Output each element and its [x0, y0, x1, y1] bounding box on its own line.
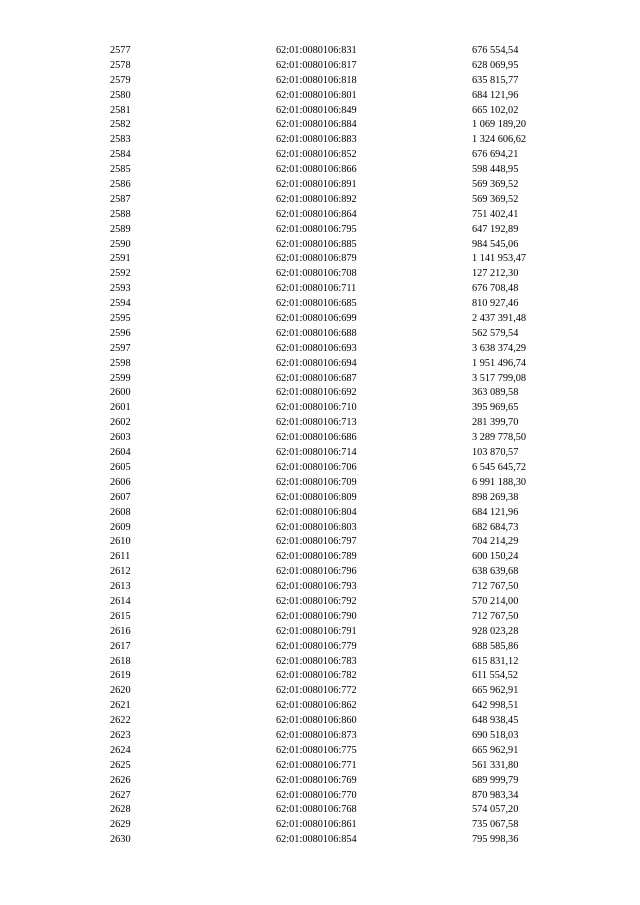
cadastral-value: 1 324 606,62	[472, 134, 527, 146]
table-row	[110, 223, 550, 238]
table-row	[110, 625, 550, 640]
row-number: 2578	[110, 59, 131, 71]
cadastral-value: 810 927,46	[472, 298, 519, 310]
row-number: 2610	[110, 536, 131, 548]
row-number: 2593	[110, 283, 131, 295]
cadastral-number: 62:01:0080106:885	[276, 238, 357, 250]
row-number: 2613	[110, 581, 131, 593]
row-number: 2583	[110, 134, 131, 146]
cadastral-value: 682 684,73	[472, 521, 519, 533]
row-number: 2621	[110, 700, 131, 712]
table-row	[110, 74, 550, 89]
cadastral-number: 62:01:0080106:686	[276, 432, 357, 444]
table-row	[110, 104, 550, 119]
row-number: 2595	[110, 313, 131, 325]
cadastral-value: 6 991 188,30	[472, 476, 527, 488]
row-number: 2592	[110, 268, 131, 280]
cadastral-value: 690 518,03	[472, 729, 519, 741]
table-row	[110, 521, 550, 536]
row-number: 2609	[110, 521, 131, 533]
cadastral-value: 611 554,52	[472, 670, 518, 682]
row-number: 2608	[110, 506, 131, 518]
table-row	[110, 774, 550, 789]
cadastral-value: 688 585,86	[472, 640, 519, 652]
cadastral-value: 569 369,52	[472, 193, 519, 205]
cadastral-value: 570 214,00	[472, 595, 519, 607]
table-row	[110, 476, 550, 491]
cadastral-value: 628 069,95	[472, 59, 519, 71]
row-number: 2618	[110, 655, 131, 667]
cadastral-number: 62:01:0080106:714	[276, 447, 357, 459]
cadastral-number: 62:01:0080106:873	[276, 729, 357, 741]
row-number: 2615	[110, 610, 131, 622]
table-row	[110, 640, 550, 655]
cadastral-value: 363 089,58	[472, 387, 519, 399]
cadastral-value: 103 870,57	[472, 447, 519, 459]
cadastral-value: 638 639,68	[472, 566, 519, 578]
cadastral-number: 62:01:0080106:866	[276, 164, 357, 176]
cadastral-value: 598 448,95	[472, 164, 519, 176]
cadastral-value: 665 962,91	[472, 685, 519, 697]
cadastral-number: 62:01:0080106:809	[276, 491, 357, 503]
cadastral-number: 62:01:0080106:804	[276, 506, 357, 518]
cadastral-value-table	[110, 44, 550, 848]
table-row	[110, 267, 550, 282]
cadastral-value: 665 102,02	[472, 104, 519, 116]
table-row	[110, 178, 550, 193]
table-row	[110, 535, 550, 550]
row-number: 2619	[110, 670, 131, 682]
row-number: 2579	[110, 74, 131, 86]
table-row	[110, 818, 550, 833]
row-number: 2617	[110, 640, 131, 652]
table-row	[110, 118, 550, 133]
table-row	[110, 610, 550, 625]
row-number: 2591	[110, 253, 131, 265]
cadastral-value: 562 579,54	[472, 327, 519, 339]
table-row	[110, 595, 550, 610]
table-row	[110, 401, 550, 416]
cadastral-value: 635 815,77	[472, 74, 519, 86]
row-number: 2598	[110, 357, 131, 369]
table-row	[110, 238, 550, 253]
table-row	[110, 372, 550, 387]
row-number: 2626	[110, 774, 131, 786]
row-number: 2622	[110, 715, 131, 727]
row-number: 2581	[110, 104, 131, 116]
table-row	[110, 193, 550, 208]
table-row	[110, 327, 550, 342]
cadastral-number: 62:01:0080106:772	[276, 685, 357, 697]
cadastral-value: 704 214,29	[472, 536, 519, 548]
cadastral-number: 62:01:0080106:699	[276, 313, 357, 325]
cadastral-value: 2 437 391,48	[472, 313, 527, 325]
cadastral-number: 62:01:0080106:801	[276, 89, 357, 101]
table-row	[110, 655, 550, 670]
cadastral-number: 62:01:0080106:708	[276, 268, 357, 280]
row-number: 2586	[110, 179, 131, 191]
cadastral-number: 62:01:0080106:790	[276, 610, 357, 622]
cadastral-number: 62:01:0080106:706	[276, 461, 357, 473]
cadastral-number: 62:01:0080106:789	[276, 551, 357, 563]
cadastral-value: 569 369,52	[472, 179, 519, 191]
table-row	[110, 252, 550, 267]
table-row	[110, 714, 550, 729]
table-row	[110, 744, 550, 759]
cadastral-number: 62:01:0080106:817	[276, 59, 357, 71]
row-number: 2590	[110, 238, 131, 250]
cadastral-number: 62:01:0080106:831	[276, 45, 357, 56]
table-row	[110, 386, 550, 401]
row-number: 2577	[110, 45, 131, 56]
row-number: 2607	[110, 491, 131, 503]
cadastral-value: 751 402,41	[472, 208, 519, 220]
cadastral-number: 62:01:0080106:685	[276, 298, 357, 310]
table-row	[110, 416, 550, 431]
cadastral-value: 574 057,20	[472, 804, 519, 816]
cadastral-value: 735 067,58	[472, 819, 519, 831]
table-row	[110, 208, 550, 223]
cadastral-value: 6 545 645,72	[472, 461, 527, 473]
row-number: 2585	[110, 164, 131, 176]
row-number: 2614	[110, 595, 131, 607]
table-row	[110, 431, 550, 446]
cadastral-number: 62:01:0080106:879	[276, 253, 357, 265]
row-number: 2602	[110, 417, 131, 429]
cadastral-number: 62:01:0080106:864	[276, 208, 357, 220]
cadastral-number: 62:01:0080106:782	[276, 670, 357, 682]
cadastral-value: 665 962,91	[472, 744, 519, 756]
table-row	[110, 506, 550, 521]
table-row	[110, 357, 550, 372]
table-row	[110, 282, 550, 297]
cadastral-number: 62:01:0080106:711	[276, 283, 357, 295]
cadastral-value: 3 638 374,29	[472, 342, 527, 354]
row-number: 2588	[110, 208, 131, 220]
cadastral-value: 600 150,24	[472, 551, 519, 563]
cadastral-number: 62:01:0080106:768	[276, 804, 357, 816]
table-row	[110, 89, 550, 104]
cadastral-value: 676 708,48	[472, 283, 519, 295]
cadastral-number: 62:01:0080106:709	[276, 476, 357, 488]
cadastral-number: 62:01:0080106:792	[276, 595, 357, 607]
cadastral-value: 684 121,96	[472, 89, 519, 101]
cadastral-number: 62:01:0080106:803	[276, 521, 357, 533]
cadastral-number: 62:01:0080106:713	[276, 417, 357, 429]
cadastral-value: 712 767,50	[472, 610, 519, 622]
table-row	[110, 148, 550, 163]
cadastral-number: 62:01:0080106:852	[276, 149, 357, 161]
cadastral-number: 62:01:0080106:688	[276, 327, 357, 339]
row-number: 2629	[110, 819, 131, 831]
row-number: 2627	[110, 789, 131, 801]
table-row	[110, 550, 550, 565]
cadastral-value: 898 269,38	[472, 491, 519, 503]
cadastral-value: 1 069 189,20	[472, 119, 527, 131]
cadastral-number: 62:01:0080106:891	[276, 179, 357, 191]
cadastral-number: 62:01:0080106:854	[276, 834, 357, 846]
cadastral-number: 62:01:0080106:884	[276, 119, 357, 131]
cadastral-value: 3 517 799,08	[472, 372, 527, 384]
table-row	[110, 684, 550, 699]
table-row	[110, 342, 550, 357]
cadastral-value: 689 999,79	[472, 774, 519, 786]
cadastral-number: 62:01:0080106:770	[276, 789, 357, 801]
row-number: 2628	[110, 804, 131, 816]
cadastral-number: 62:01:0080106:862	[276, 700, 357, 712]
cadastral-value: 281 399,70	[472, 417, 519, 429]
cadastral-number: 62:01:0080106:775	[276, 744, 357, 756]
cadastral-number: 62:01:0080106:892	[276, 193, 357, 205]
cadastral-value: 127 212,30	[472, 268, 519, 280]
cadastral-value: 561 331,80	[472, 759, 519, 771]
cadastral-value: 684 121,96	[472, 506, 519, 518]
cadastral-number: 62:01:0080106:796	[276, 566, 357, 578]
table-row	[110, 759, 550, 774]
row-number: 2587	[110, 193, 131, 205]
cadastral-number: 62:01:0080106:771	[276, 759, 357, 771]
row-number: 2594	[110, 298, 131, 310]
row-number: 2599	[110, 372, 131, 384]
table-row	[110, 446, 550, 461]
table-row	[110, 580, 550, 595]
table-row	[110, 312, 550, 327]
row-number: 2603	[110, 432, 131, 444]
cadastral-value: 984 545,06	[472, 238, 519, 250]
cadastral-number: 62:01:0080106:783	[276, 655, 357, 667]
table-row	[110, 461, 550, 476]
cadastral-value: 395 969,65	[472, 402, 519, 414]
cadastral-number: 62:01:0080106:793	[276, 581, 357, 593]
table-row	[110, 133, 550, 148]
cadastral-number: 62:01:0080106:860	[276, 715, 357, 727]
cadastral-number: 62:01:0080106:692	[276, 387, 357, 399]
cadastral-value: 712 767,50	[472, 581, 519, 593]
cadastral-number: 62:01:0080106:883	[276, 134, 357, 146]
cadastral-value: 795 998,36	[472, 834, 519, 846]
table-row	[110, 699, 550, 714]
cadastral-value: 928 023,28	[472, 625, 519, 637]
cadastral-number: 62:01:0080106:797	[276, 536, 357, 548]
cadastral-value: 1 951 496,74	[472, 357, 527, 369]
row-number: 2601	[110, 402, 131, 414]
table-row	[110, 44, 550, 59]
row-number: 2612	[110, 566, 131, 578]
cadastral-number: 62:01:0080106:861	[276, 819, 357, 831]
table-row	[110, 491, 550, 506]
row-number: 2580	[110, 89, 131, 101]
cadastral-value: 676 554,54	[472, 45, 519, 56]
table-row	[110, 833, 550, 848]
row-number: 2606	[110, 476, 131, 488]
table-row	[110, 729, 550, 744]
row-number: 2589	[110, 223, 131, 235]
table-row	[110, 789, 550, 804]
cadastral-number: 62:01:0080106:694	[276, 357, 357, 369]
row-number: 2611	[110, 551, 131, 563]
cadastral-number: 62:01:0080106:779	[276, 640, 357, 652]
row-number: 2623	[110, 729, 131, 741]
row-number: 2597	[110, 342, 131, 354]
cadastral-value: 615 831,12	[472, 655, 519, 667]
cadastral-number: 62:01:0080106:818	[276, 74, 357, 86]
cadastral-number: 62:01:0080106:710	[276, 402, 357, 414]
cadastral-value: 3 289 778,50	[472, 432, 527, 444]
row-number: 2616	[110, 625, 131, 637]
cadastral-value: 1 141 953,47	[472, 253, 527, 265]
table-row	[110, 565, 550, 580]
cadastral-number: 62:01:0080106:849	[276, 104, 357, 116]
cadastral-value: 642 998,51	[472, 700, 519, 712]
cadastral-number: 62:01:0080106:795	[276, 223, 357, 235]
cadastral-number: 62:01:0080106:769	[276, 774, 357, 786]
row-number: 2584	[110, 149, 131, 161]
row-number: 2620	[110, 685, 131, 697]
row-number: 2582	[110, 119, 131, 131]
row-number: 2624	[110, 744, 131, 756]
cadastral-value: 676 694,21	[472, 149, 519, 161]
table-row	[110, 669, 550, 684]
cadastral-value: 648 938,45	[472, 715, 519, 727]
table-row	[110, 59, 550, 74]
cadastral-number: 62:01:0080106:791	[276, 625, 357, 637]
cadastral-number: 62:01:0080106:693	[276, 342, 357, 354]
row-number: 2596	[110, 327, 131, 339]
table-row	[110, 803, 550, 818]
cadastral-number: 62:01:0080106:687	[276, 372, 357, 384]
table-row	[110, 297, 550, 312]
cadastral-value: 870 983,34	[472, 789, 519, 801]
cadastral-value: 647 192,89	[472, 223, 519, 235]
row-number: 2600	[110, 387, 131, 399]
row-number: 2605	[110, 461, 131, 473]
table-row	[110, 163, 550, 178]
row-number: 2604	[110, 447, 131, 459]
row-number: 2630	[110, 834, 131, 846]
row-number: 2625	[110, 759, 131, 771]
